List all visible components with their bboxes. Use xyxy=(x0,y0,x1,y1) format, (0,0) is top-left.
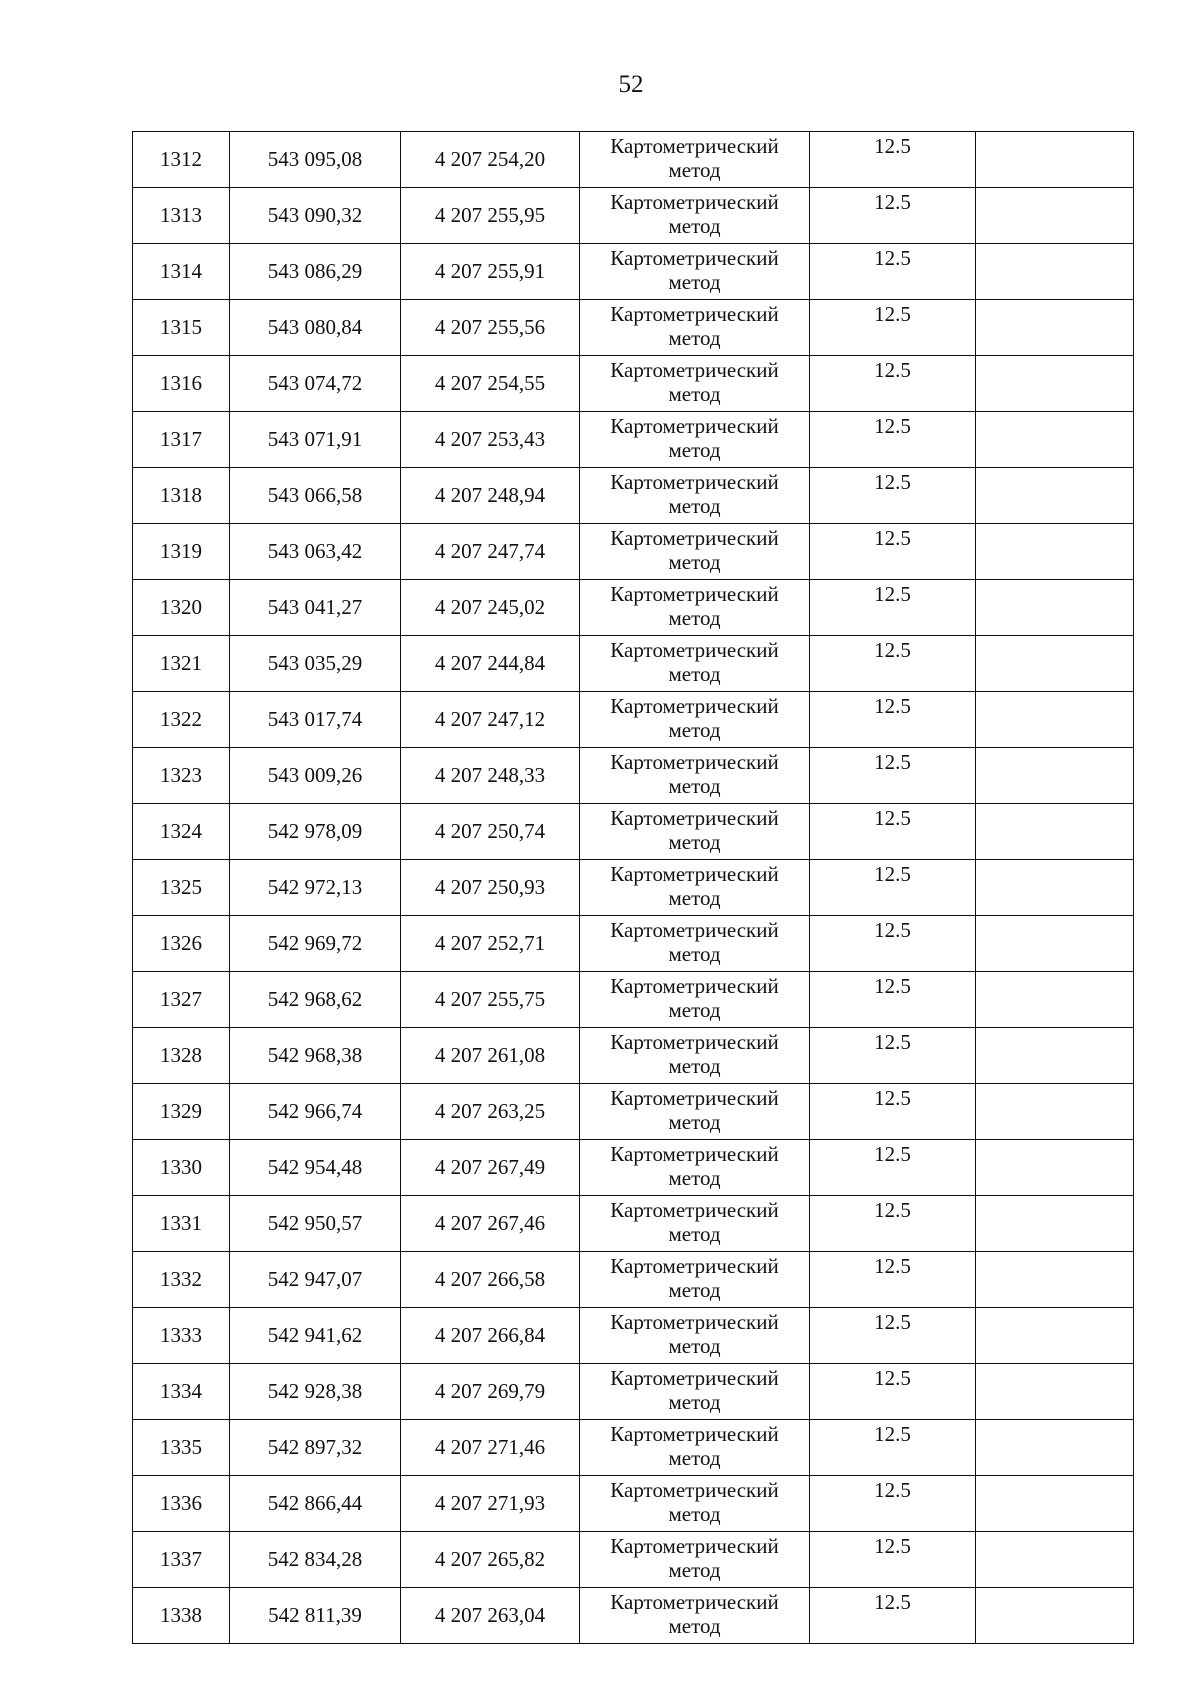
point-number-cell: 1329 xyxy=(133,1084,230,1140)
method-line-2: метод xyxy=(668,1054,721,1079)
point-number-cell: 1326 xyxy=(133,916,230,972)
accuracy-cell: 12.5 xyxy=(810,1028,976,1084)
accuracy-cell: 12.5 xyxy=(810,412,976,468)
x-coordinate-cell: 542 954,48 xyxy=(230,1140,401,1196)
x-coordinate-cell: 542 972,13 xyxy=(230,860,401,916)
accuracy-cell: 12.5 xyxy=(810,244,976,300)
accuracy-cell: 12.5 xyxy=(810,804,976,860)
method-cell xyxy=(580,356,810,412)
method-line-1: Картометрический xyxy=(610,806,779,830)
y-coordinate-cell: 4 207 253,43 xyxy=(401,412,580,468)
method-line-2: метод xyxy=(668,1334,721,1359)
y-coordinate-cell: 4 207 271,46 xyxy=(401,1420,580,1476)
note-cell xyxy=(976,188,1134,244)
method-line-2: метод xyxy=(668,270,721,295)
method-cell xyxy=(580,244,810,300)
method-line-1: Картометрический xyxy=(610,1254,779,1278)
note-cell xyxy=(976,132,1134,188)
note-cell xyxy=(976,1532,1134,1588)
table-row xyxy=(133,972,1134,1028)
x-coordinate-cell: 542 928,38 xyxy=(230,1364,401,1420)
y-coordinate-cell: 4 207 263,04 xyxy=(401,1588,580,1644)
method-line-1: Картометрический xyxy=(610,918,779,942)
method-cell xyxy=(580,1420,810,1476)
x-coordinate-cell: 542 897,32 xyxy=(230,1420,401,1476)
y-coordinate-cell: 4 207 254,20 xyxy=(401,132,580,188)
note-cell xyxy=(976,524,1134,580)
accuracy-cell: 12.5 xyxy=(810,300,976,356)
method-line-1: Картометрический xyxy=(610,470,779,494)
accuracy-cell: 12.5 xyxy=(810,916,976,972)
table-row xyxy=(133,1252,1134,1308)
y-coordinate-cell: 4 207 266,58 xyxy=(401,1252,580,1308)
table-row xyxy=(133,636,1134,692)
point-number-cell: 1319 xyxy=(133,524,230,580)
method-line-1: Картометрический xyxy=(610,1310,779,1334)
y-coordinate-cell: 4 207 261,08 xyxy=(401,1028,580,1084)
accuracy-cell: 12.5 xyxy=(810,748,976,804)
table-row xyxy=(133,1084,1134,1140)
point-number-cell: 1335 xyxy=(133,1420,230,1476)
method-line-2: метод xyxy=(668,1278,721,1303)
x-coordinate-cell: 542 866,44 xyxy=(230,1476,401,1532)
x-coordinate-cell: 543 017,74 xyxy=(230,692,401,748)
table-row xyxy=(133,860,1134,916)
y-coordinate-cell: 4 207 250,93 xyxy=(401,860,580,916)
table-row xyxy=(133,580,1134,636)
method-cell xyxy=(580,1028,810,1084)
note-cell xyxy=(976,412,1134,468)
method-line-2: метод xyxy=(668,1110,721,1135)
accuracy-cell: 12.5 xyxy=(810,1588,976,1644)
method-cell xyxy=(580,636,810,692)
method-line-1: Картометрический xyxy=(610,1478,779,1502)
method-cell xyxy=(580,1364,810,1420)
y-coordinate-cell: 4 207 271,93 xyxy=(401,1476,580,1532)
accuracy-cell: 12.5 xyxy=(810,972,976,1028)
table-body xyxy=(133,132,1134,1644)
method-line-2: метод xyxy=(668,662,721,687)
method-cell xyxy=(580,468,810,524)
method-cell xyxy=(580,300,810,356)
note-cell xyxy=(976,860,1134,916)
y-coordinate-cell: 4 207 245,02 xyxy=(401,580,580,636)
note-cell xyxy=(976,1420,1134,1476)
method-line-1: Картометрический xyxy=(610,694,779,718)
table-row xyxy=(133,1476,1134,1532)
y-coordinate-cell: 4 207 267,49 xyxy=(401,1140,580,1196)
note-cell xyxy=(976,1084,1134,1140)
x-coordinate-cell: 543 095,08 xyxy=(230,132,401,188)
accuracy-cell: 12.5 xyxy=(810,860,976,916)
table-row xyxy=(133,1588,1134,1644)
point-number-cell: 1327 xyxy=(133,972,230,1028)
x-coordinate-cell: 542 968,62 xyxy=(230,972,401,1028)
table-row xyxy=(133,468,1134,524)
method-cell xyxy=(580,524,810,580)
table-row xyxy=(133,356,1134,412)
accuracy-cell: 12.5 xyxy=(810,188,976,244)
note-cell xyxy=(976,244,1134,300)
accuracy-cell: 12.5 xyxy=(810,132,976,188)
point-number-cell: 1313 xyxy=(133,188,230,244)
method-cell xyxy=(580,748,810,804)
point-number-cell: 1323 xyxy=(133,748,230,804)
method-cell xyxy=(580,1252,810,1308)
y-coordinate-cell: 4 207 263,25 xyxy=(401,1084,580,1140)
accuracy-cell: 12.5 xyxy=(810,1140,976,1196)
method-line-1: Картометрический xyxy=(610,1590,779,1614)
method-line-1: Картометрический xyxy=(610,1142,779,1166)
method-cell xyxy=(580,132,810,188)
method-line-2: метод xyxy=(668,494,721,519)
table-row xyxy=(133,1308,1134,1364)
table-row xyxy=(133,916,1134,972)
point-number-cell: 1328 xyxy=(133,1028,230,1084)
method-cell xyxy=(580,804,810,860)
x-coordinate-cell: 543 035,29 xyxy=(230,636,401,692)
method-line-1: Картометрический xyxy=(610,1198,779,1222)
x-coordinate-cell: 543 063,42 xyxy=(230,524,401,580)
accuracy-cell: 12.5 xyxy=(810,524,976,580)
x-coordinate-cell: 543 080,84 xyxy=(230,300,401,356)
accuracy-cell: 12.5 xyxy=(810,692,976,748)
note-cell xyxy=(976,1196,1134,1252)
y-coordinate-cell: 4 207 252,71 xyxy=(401,916,580,972)
x-coordinate-cell: 543 086,29 xyxy=(230,244,401,300)
point-number-cell: 1325 xyxy=(133,860,230,916)
method-cell xyxy=(580,1196,810,1252)
note-cell xyxy=(976,1028,1134,1084)
y-coordinate-cell: 4 207 247,12 xyxy=(401,692,580,748)
note-cell xyxy=(976,636,1134,692)
x-coordinate-cell: 543 071,91 xyxy=(230,412,401,468)
note-cell xyxy=(976,1588,1134,1644)
method-line-1: Картометрический xyxy=(610,1030,779,1054)
note-cell xyxy=(976,804,1134,860)
point-number-cell: 1333 xyxy=(133,1308,230,1364)
point-number-cell: 1315 xyxy=(133,300,230,356)
method-cell xyxy=(580,1532,810,1588)
method-line-1: Картометрический xyxy=(610,358,779,382)
method-cell xyxy=(580,1084,810,1140)
method-line-1: Картометрический xyxy=(610,526,779,550)
method-line-2: метод xyxy=(668,1390,721,1415)
x-coordinate-cell: 542 941,62 xyxy=(230,1308,401,1364)
note-cell xyxy=(976,1252,1134,1308)
y-coordinate-cell: 4 207 269,79 xyxy=(401,1364,580,1420)
x-coordinate-cell: 542 834,28 xyxy=(230,1532,401,1588)
method-line-1: Картометрический xyxy=(610,1086,779,1110)
method-line-2: метод xyxy=(668,214,721,239)
x-coordinate-cell: 542 968,38 xyxy=(230,1028,401,1084)
method-cell xyxy=(580,692,810,748)
method-cell xyxy=(580,1140,810,1196)
table-row xyxy=(133,692,1134,748)
point-number-cell: 1337 xyxy=(133,1532,230,1588)
x-coordinate-cell: 543 009,26 xyxy=(230,748,401,804)
point-number-cell: 1320 xyxy=(133,580,230,636)
note-cell xyxy=(976,1364,1134,1420)
method-cell xyxy=(580,1476,810,1532)
method-line-2: метод xyxy=(668,998,721,1023)
point-number-cell: 1324 xyxy=(133,804,230,860)
method-line-2: метод xyxy=(668,718,721,743)
accuracy-cell: 12.5 xyxy=(810,636,976,692)
note-cell xyxy=(976,1140,1134,1196)
point-number-cell: 1317 xyxy=(133,412,230,468)
note-cell xyxy=(976,972,1134,1028)
y-coordinate-cell: 4 207 250,74 xyxy=(401,804,580,860)
method-line-1: Картометрический xyxy=(610,302,779,326)
accuracy-cell: 12.5 xyxy=(810,356,976,412)
method-cell xyxy=(580,412,810,468)
y-coordinate-cell: 4 207 255,91 xyxy=(401,244,580,300)
note-cell xyxy=(976,916,1134,972)
method-line-2: метод xyxy=(668,1614,721,1639)
note-cell xyxy=(976,580,1134,636)
x-coordinate-cell: 542 947,07 xyxy=(230,1252,401,1308)
y-coordinate-cell: 4 207 255,75 xyxy=(401,972,580,1028)
y-coordinate-cell: 4 207 255,95 xyxy=(401,188,580,244)
method-cell xyxy=(580,580,810,636)
table-row xyxy=(133,748,1134,804)
y-coordinate-cell: 4 207 248,33 xyxy=(401,748,580,804)
point-number-cell: 1334 xyxy=(133,1364,230,1420)
note-cell xyxy=(976,300,1134,356)
y-coordinate-cell: 4 207 244,84 xyxy=(401,636,580,692)
note-cell xyxy=(976,1308,1134,1364)
point-number-cell: 1312 xyxy=(133,132,230,188)
method-cell xyxy=(580,1588,810,1644)
point-number-cell: 1318 xyxy=(133,468,230,524)
point-number-cell: 1322 xyxy=(133,692,230,748)
method-line-1: Картометрический xyxy=(610,134,779,158)
coordinates-table xyxy=(132,131,1134,1644)
method-line-2: метод xyxy=(668,438,721,463)
table-row xyxy=(133,244,1134,300)
table-row xyxy=(133,188,1134,244)
method-line-2: метод xyxy=(668,1222,721,1247)
method-line-2: метод xyxy=(668,942,721,967)
method-line-1: Картометрический xyxy=(610,750,779,774)
note-cell xyxy=(976,356,1134,412)
accuracy-cell: 12.5 xyxy=(810,1308,976,1364)
accuracy-cell: 12.5 xyxy=(810,1476,976,1532)
method-line-1: Картометрический xyxy=(610,638,779,662)
method-line-1: Картометрический xyxy=(610,190,779,214)
point-number-cell: 1330 xyxy=(133,1140,230,1196)
accuracy-cell: 12.5 xyxy=(810,1084,976,1140)
method-line-2: метод xyxy=(668,606,721,631)
method-line-1: Картометрический xyxy=(610,1422,779,1446)
table-row xyxy=(133,1420,1134,1476)
table-row xyxy=(133,412,1134,468)
method-line-1: Картометрический xyxy=(610,1366,779,1390)
x-coordinate-cell: 542 978,09 xyxy=(230,804,401,860)
page-number: 52 xyxy=(618,71,644,98)
table-row xyxy=(133,132,1134,188)
y-coordinate-cell: 4 207 265,82 xyxy=(401,1532,580,1588)
point-number-cell: 1336 xyxy=(133,1476,230,1532)
y-coordinate-cell: 4 207 267,46 xyxy=(401,1196,580,1252)
x-coordinate-cell: 543 066,58 xyxy=(230,468,401,524)
x-coordinate-cell: 543 090,32 xyxy=(230,188,401,244)
table-row xyxy=(133,1140,1134,1196)
accuracy-cell: 12.5 xyxy=(810,468,976,524)
x-coordinate-cell: 542 969,72 xyxy=(230,916,401,972)
table-row xyxy=(133,804,1134,860)
point-number-cell: 1316 xyxy=(133,356,230,412)
x-coordinate-cell: 542 950,57 xyxy=(230,1196,401,1252)
method-line-2: метод xyxy=(668,1166,721,1191)
note-cell xyxy=(976,468,1134,524)
table-row xyxy=(133,1028,1134,1084)
x-coordinate-cell: 543 074,72 xyxy=(230,356,401,412)
method-cell xyxy=(580,972,810,1028)
method-line-2: метод xyxy=(668,158,721,183)
y-coordinate-cell: 4 207 255,56 xyxy=(401,300,580,356)
note-cell xyxy=(976,748,1134,804)
table-row xyxy=(133,1196,1134,1252)
method-cell xyxy=(580,916,810,972)
note-cell xyxy=(976,1476,1134,1532)
method-line-1: Картометрический xyxy=(610,1534,779,1558)
table-row xyxy=(133,300,1134,356)
method-line-2: метод xyxy=(668,326,721,351)
method-line-2: метод xyxy=(668,1502,721,1527)
accuracy-cell: 12.5 xyxy=(810,580,976,636)
point-number-cell: 1338 xyxy=(133,1588,230,1644)
method-line-2: метод xyxy=(668,830,721,855)
method-cell xyxy=(580,188,810,244)
accuracy-cell: 12.5 xyxy=(810,1196,976,1252)
method-line-2: метод xyxy=(668,774,721,799)
note-cell xyxy=(976,692,1134,748)
table-row xyxy=(133,1532,1134,1588)
point-number-cell: 1332 xyxy=(133,1252,230,1308)
y-coordinate-cell: 4 207 247,74 xyxy=(401,524,580,580)
method-cell xyxy=(580,860,810,916)
point-number-cell: 1321 xyxy=(133,636,230,692)
method-line-2: метод xyxy=(668,550,721,575)
point-number-cell: 1314 xyxy=(133,244,230,300)
y-coordinate-cell: 4 207 248,94 xyxy=(401,468,580,524)
method-line-1: Картометрический xyxy=(610,414,779,438)
method-line-2: метод xyxy=(668,1446,721,1471)
x-coordinate-cell: 542 811,39 xyxy=(230,1588,401,1644)
method-line-2: метод xyxy=(668,886,721,911)
accuracy-cell: 12.5 xyxy=(810,1252,976,1308)
table-row xyxy=(133,1364,1134,1420)
method-line-1: Картометрический xyxy=(610,246,779,270)
y-coordinate-cell: 4 207 254,55 xyxy=(401,356,580,412)
method-line-1: Картометрический xyxy=(610,582,779,606)
method-line-1: Картометрический xyxy=(610,974,779,998)
point-number-cell: 1331 xyxy=(133,1196,230,1252)
accuracy-cell: 12.5 xyxy=(810,1420,976,1476)
method-line-2: метод xyxy=(668,382,721,407)
method-line-2: метод xyxy=(668,1558,721,1583)
table-row xyxy=(133,524,1134,580)
y-coordinate-cell: 4 207 266,84 xyxy=(401,1308,580,1364)
accuracy-cell: 12.5 xyxy=(810,1364,976,1420)
method-cell xyxy=(580,1308,810,1364)
accuracy-cell: 12.5 xyxy=(810,1532,976,1588)
x-coordinate-cell: 542 966,74 xyxy=(230,1084,401,1140)
method-line-1: Картометрический xyxy=(610,862,779,886)
x-coordinate-cell: 543 041,27 xyxy=(230,580,401,636)
